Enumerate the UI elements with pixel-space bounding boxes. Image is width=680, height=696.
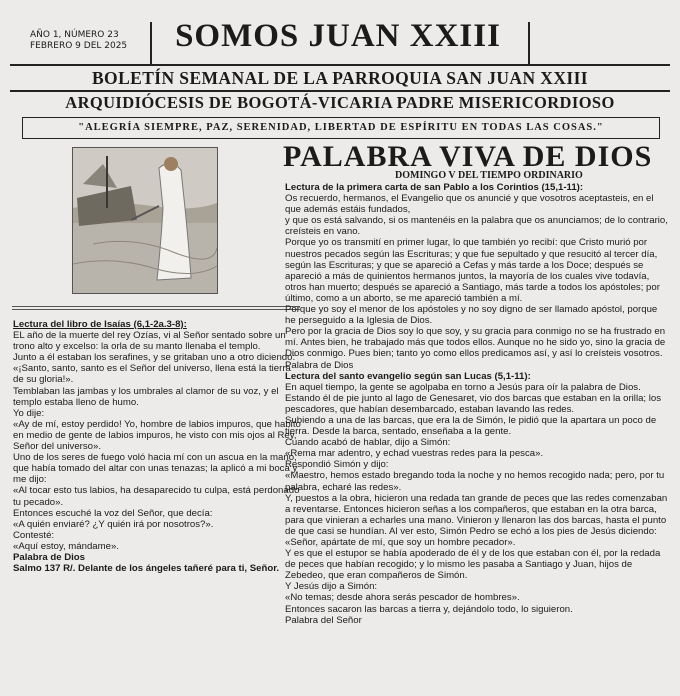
paragraph: Palabra de Dios bbox=[285, 359, 354, 371]
paragraph: «Al tocar esto tus labios, ha desaparecido tu culpa, está perdonado tu pecado». bbox=[13, 485, 300, 508]
paragraph: Palabra del Señor bbox=[285, 614, 362, 626]
paragraph: Palabra de Dios bbox=[13, 551, 85, 563]
bulletin-subtitle: BOLETÍN SEMANAL DE LA PARROQUIA SAN JUAN XXIII bbox=[91, 68, 588, 88]
subtitle-rule bbox=[10, 90, 670, 92]
paragraph: Salmo 137 R/. Delante de los ángeles tañeré para ti, Señor. bbox=[13, 563, 280, 575]
second-reading-gospel-column bbox=[285, 182, 668, 626]
motto-banner: "ALEGRÍA SIEMPRE, PAZ, SERENIDAD, LIBERTAD DE ESPÍRITU EN TODAS LAS COSAS." bbox=[22, 117, 660, 139]
paragraph: Subiendo a una de las barcas, que era la de Simón, le pidió que la apartara un poco de tierra. Desde la barca, sentado, enseñaba a la gente. bbox=[285, 414, 657, 438]
first-reading-column bbox=[13, 319, 303, 574]
paragraph: Porque yo soy el menor de los apóstoles y no soy digno de ser llamado apóstol, porque he perseguido a la Iglesia de Dios. bbox=[285, 304, 658, 327]
paragraph: «Rema mar adentro, y echad vuestras redes para la pesca». bbox=[285, 448, 544, 460]
paragraph: Temblaban las jambas y los umbrales al clamor de su voz, y el templo estaba lleno de humo. bbox=[13, 385, 279, 408]
paragraph: Respondió Simón y dijo: bbox=[285, 459, 389, 471]
masthead-title: SOMOS JUAN XXIII bbox=[175, 18, 501, 54]
paragraph: Pero por la gracia de Dios soy lo que soy, y su gracia para conmigo no se ha frustrado en mí. Antes bien, he trabajado más que todos ellos. Aunque no he sido yo, sino la gracia de Dios conmigo. Pues bien; tanto yo como ellos predicamos así, y así lo creísteis vosotros. bbox=[285, 326, 666, 360]
paragraph: Lectura del santo evangelio según san Lucas (5,1-11): bbox=[285, 370, 531, 382]
paragraph: «No temas; desde ahora serás pescador de hombres». bbox=[285, 592, 520, 604]
paragraph: y que os está salvando, si os mantenéis en la palabra que os anunciamos; de lo contrario, creísteis en vano. bbox=[285, 215, 668, 238]
issue-info bbox=[30, 30, 127, 52]
paragraph: «Aquí estoy, mándame». bbox=[13, 540, 119, 552]
paragraph: Lectura del libro de Isaías (6,1-2a.3-8): bbox=[13, 319, 187, 330]
paragraph: Y, puestos a la obra, hicieron una redada tan grande de peces que las redes comenzaban a reventarse. Entonces hicieron señas a los compañeros, que estaban en la otra barca, para que vinieran a echarles una mano. Vinieron y llenaron las dos barcas, hasta el punto de que casi se hundían. Al ver esto, Simón Pedro se echó a los pies de Jesús diciendo: bbox=[285, 492, 668, 537]
paragraph: «A quién enviaré? ¿Y quién irá por nosotros?». bbox=[13, 518, 214, 530]
paragraph: Porque yo os transmití en primer lugar, lo que también yo recibí: que Cristo murió por nuestros pecados según las Escrituras; y que fue sepultado y que resucitó al tercer día, según las Escrituras; y que se apareció a Cefas y más tarde a los Doce; después se apareció a más de quinientos hermanos juntos, la mayoría de los cuales vive todavía, otros han muerto; después se apareció a Santiago, más tarde a todos los apóstoles; por último, como a un aborto, se me apareció también a mí. bbox=[285, 237, 660, 304]
paragraph: Yo dije: bbox=[13, 407, 45, 419]
paragraph: Cuando acabó de hablar, dijo a Simón: bbox=[285, 437, 451, 449]
left-column-rule bbox=[12, 306, 300, 307]
paragraph: Lectura de la primera carta de san Pablo a los Corintios (15,1-11): bbox=[285, 182, 584, 193]
paragraph: «Maestro, hemos estado bregando toda la noche y no hemos recogido nada; pero, por tu palabra, echaré las redes». bbox=[285, 470, 665, 493]
jesus-boat-illustration bbox=[72, 147, 218, 294]
header-divider-right bbox=[528, 22, 530, 64]
paragraph: «Ay de mí, estoy perdido! Yo, hombre de labios impuros, que habito en medio de gente de labios impuros, he visto con mis ojos al Rey, Señor del universo». bbox=[13, 418, 301, 453]
paragraph: Junto a él estaban los serafines, y se gritaban uno a otro diciendo: bbox=[13, 352, 296, 364]
section-title: PALABRA VIVA DE DIOS bbox=[283, 140, 653, 173]
paragraph: Y es que el estupor se había apoderado de él y de los que estaban con él, por la redada de peces que habían recogido; y lo mismo les pasaba a Santiago y Juan, hijos de Zebedeo, que eran compañeros de Simón. bbox=[285, 548, 661, 582]
section-subtitle: DOMINGO V DEL TIEMPO ORDINARIO bbox=[395, 170, 583, 181]
paragraph: En aquel tiempo, la gente se agolpaba en torno a Jesús para oír la palabra de Dios. bbox=[285, 381, 641, 393]
issue-date: FEBRERO 9 DEL 2025 bbox=[30, 41, 128, 51]
paragraph: Entonces escuché la voz del Señor, que decía: bbox=[13, 507, 213, 519]
paragraph: «¡Santo, santo, santo es el Señor del universo, llena está la tierra de su gloria!». bbox=[13, 363, 291, 386]
paragraph: Entonces sacaron las barcas a tierra y, dejándolo todo, lo siguieron. bbox=[285, 603, 573, 615]
paragraph: EL año de la muerte del rey Ozías, vi al Señor sentado sobre un trono alto y excelso: la orla de su manto llenaba el templo. bbox=[13, 330, 286, 353]
paragraph: Estando él de pie junto al lago de Genesaret, vio dos barcas que estaban en la orilla; los pescadores, que habían desembarcado, estaban lavando las redes. bbox=[285, 392, 662, 415]
paragraph: Y Jesús dijo a Simón: bbox=[285, 581, 378, 593]
header-divider-left bbox=[150, 22, 152, 64]
paragraph: «Señor, apártate de mí, que soy un hombre pecador». bbox=[285, 537, 516, 548]
archdiocese-line: ARQUIDIÓCESIS DE BOGOTÁ-VICARIA PADRE MISERICORDIOSO bbox=[65, 93, 615, 112]
paragraph: Os recuerdo, hermanos, el Evangelio que os anuncié y que vosotros aceptasteis, en el que además estáis fundados, bbox=[285, 193, 654, 216]
masthead-rule bbox=[10, 64, 670, 66]
issue-number: AÑO 1, NÚMERO 23 bbox=[30, 30, 119, 40]
paragraph: Uno de los seres de fuego voló hacia mí con un ascua en la mano, que había tomado del altar con unas tenazas; la aplicó a mi boca y me dijo: bbox=[13, 452, 298, 486]
left-column-rule-2 bbox=[12, 309, 300, 310]
paragraph: Contesté: bbox=[13, 529, 55, 541]
